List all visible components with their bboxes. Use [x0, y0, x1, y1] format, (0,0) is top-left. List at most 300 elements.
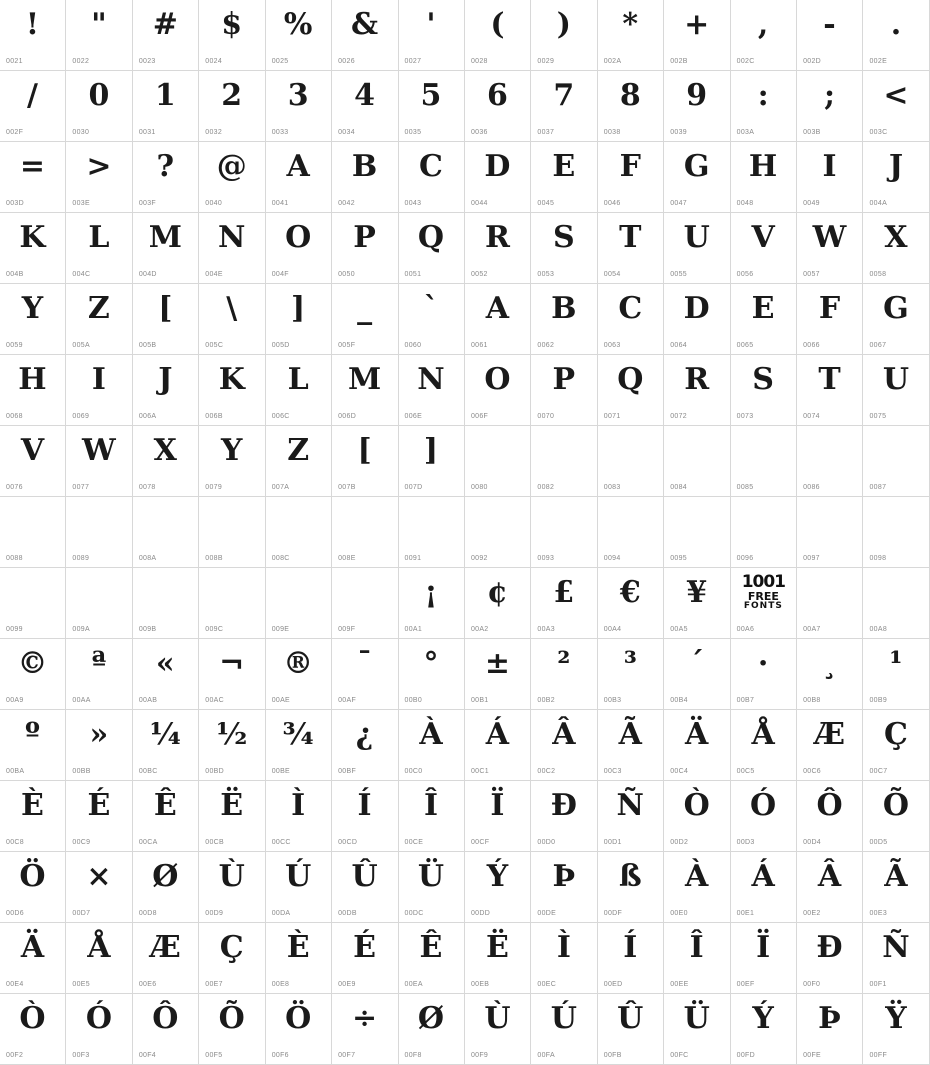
glyph-cell[interactable] [664, 284, 730, 355]
glyph-cell[interactable] [399, 994, 465, 1065]
glyph-cell[interactable] [863, 568, 929, 639]
glyph-codepoint: 0047 [670, 200, 687, 207]
glyph-cell[interactable] [66, 781, 132, 852]
glyph-preview: O [285, 220, 312, 255]
glyph-cell[interactable] [531, 213, 597, 284]
glyph-cell[interactable] [0, 568, 66, 639]
glyph-preview [199, 570, 264, 616]
glyph-preview: K [218, 362, 246, 397]
glyph-cell[interactable] [531, 639, 597, 710]
glyph-cell[interactable] [531, 71, 597, 142]
glyph-cell[interactable] [66, 284, 132, 355]
glyph-cell[interactable] [266, 994, 332, 1065]
glyph-codepoint: 00BE [271, 768, 291, 775]
glyph-cell[interactable] [399, 284, 465, 355]
glyph-cell[interactable] [66, 426, 132, 497]
glyph-cell[interactable] [0, 213, 66, 284]
glyph-cell[interactable] [731, 710, 797, 781]
glyph-cell[interactable] [266, 0, 332, 71]
glyph-cell[interactable] [266, 213, 332, 284]
glyph-preview: Ô [152, 1001, 179, 1036]
glyph-cell[interactable] [731, 781, 797, 852]
glyph-preview: / [26, 78, 39, 113]
glyph-cell[interactable] [731, 213, 797, 284]
glyph-cell[interactable] [664, 497, 730, 568]
glyph-preview: I [822, 149, 838, 184]
glyph-cell[interactable] [465, 568, 531, 639]
glyph-cell[interactable] [133, 852, 199, 923]
glyph-cell[interactable] [0, 781, 66, 852]
glyph-codepoint: 0080 [470, 484, 488, 491]
glyph-cell[interactable] [399, 568, 465, 639]
glyph-codepoint: 00FC [670, 1052, 689, 1059]
glyph-cell[interactable] [66, 0, 132, 71]
glyph-preview [664, 428, 729, 474]
glyph-cell[interactable] [199, 852, 265, 923]
glyph-preview [863, 570, 928, 616]
glyph-cell[interactable] [66, 213, 132, 284]
glyph-preview: 2 [221, 78, 243, 113]
glyph-cell[interactable] [465, 213, 531, 284]
glyph-cell[interactable] [133, 426, 199, 497]
glyph-cell[interactable] [332, 0, 398, 71]
glyph-preview: Ç [219, 930, 245, 965]
glyph-cell[interactable] [199, 710, 265, 781]
glyph-cell[interactable] [531, 284, 597, 355]
glyph-cell[interactable] [465, 355, 531, 426]
glyph-codepoint: 00B3 [603, 697, 622, 704]
glyph-cell[interactable] [531, 568, 597, 639]
glyph-preview: À [685, 859, 709, 894]
glyph-cell[interactable] [731, 923, 797, 994]
glyph-cell[interactable] [664, 213, 730, 284]
glyph-cell[interactable] [664, 710, 730, 781]
glyph-cell[interactable] [797, 852, 863, 923]
glyph-codepoint: 00B0 [404, 697, 423, 704]
glyph-cell[interactable] [465, 497, 531, 568]
glyph-codepoint: 006A [138, 413, 157, 420]
glyph-preview: Í [623, 930, 638, 965]
glyph-preview: · [757, 646, 769, 681]
glyph-codepoint: 005F [338, 342, 356, 349]
glyph-cell[interactable] [465, 994, 531, 1065]
logo-line-2: FREE [747, 590, 779, 603]
glyph-cell[interactable] [863, 852, 929, 923]
glyph-cell[interactable] [0, 284, 66, 355]
glyph-preview: > [86, 149, 112, 184]
glyph-codepoint: 004B [6, 271, 24, 278]
glyph-cell[interactable] [399, 355, 465, 426]
glyph-cell[interactable] [531, 994, 597, 1065]
glyph-cell[interactable] [797, 568, 863, 639]
glyph-preview [797, 570, 862, 616]
glyph-cell[interactable] [199, 497, 265, 568]
glyph-cell[interactable] [598, 639, 664, 710]
glyph-cell[interactable] [0, 710, 66, 781]
glyph-cell[interactable] [199, 142, 265, 213]
glyph-cell[interactable] [598, 284, 664, 355]
glyph-preview: 8 [619, 78, 642, 113]
glyph-codepoint: 00A2 [470, 626, 489, 633]
glyph-cell[interactable] [731, 284, 797, 355]
glyph-cell[interactable] [0, 923, 66, 994]
glyph-codepoint: 0078 [138, 484, 156, 491]
glyph-cell[interactable] [863, 923, 929, 994]
glyph-codepoint: 00A4 [603, 626, 622, 633]
glyph-cell[interactable] [133, 142, 199, 213]
glyph-preview: ³ [623, 646, 638, 681]
glyph-cell[interactable] [531, 781, 597, 852]
glyph-cell[interactable] [797, 781, 863, 852]
glyph-cell[interactable] [731, 639, 797, 710]
glyph-preview: L [88, 220, 110, 255]
glyph-codepoint: 004C [72, 271, 91, 278]
glyph-cell[interactable] [133, 71, 199, 142]
glyph-cell[interactable] [66, 923, 132, 994]
logo-line-3: FONTS [743, 601, 783, 611]
glyph-codepoint: 0093 [537, 555, 555, 562]
glyph-codepoint: 0076 [6, 484, 23, 491]
glyph-cell[interactable] [731, 994, 797, 1065]
glyph-cell[interactable] [399, 781, 465, 852]
glyph-preview [731, 428, 796, 474]
glyph-cell[interactable] [399, 142, 465, 213]
glyph-cell[interactable] [0, 497, 66, 568]
glyph-cell[interactable] [332, 142, 398, 213]
glyph-cell[interactable] [0, 426, 66, 497]
glyph-cell[interactable] [66, 639, 132, 710]
glyph-codepoint: 009C [205, 626, 224, 633]
glyph-cell[interactable] [531, 710, 597, 781]
glyph-cell[interactable] [598, 355, 664, 426]
glyph-cell[interactable] [266, 284, 332, 355]
glyph-cell[interactable] [598, 568, 664, 639]
glyph-cell[interactable] [266, 426, 332, 497]
glyph-cell[interactable] [863, 355, 929, 426]
glyph-cell[interactable] [66, 142, 132, 213]
glyph-preview: ÷ [352, 1001, 378, 1036]
glyph-cell[interactable] [133, 994, 199, 1065]
glyph-preview: € [619, 575, 642, 610]
glyph-preview: Z [87, 291, 111, 326]
glyph-codepoint: 0028 [470, 58, 488, 65]
glyph-codepoint: 00A6 [736, 626, 755, 633]
glyph-cell[interactable] [465, 710, 531, 781]
glyph-cell[interactable] [266, 781, 332, 852]
glyph-preview: £ [553, 575, 575, 610]
glyph-codepoint: 0066 [803, 342, 820, 349]
glyph-cell[interactable] [133, 639, 199, 710]
glyph-cell[interactable] [863, 284, 929, 355]
glyph-cell[interactable] [797, 639, 863, 710]
glyph-codepoint: 0021 [6, 58, 23, 65]
glyph-cell[interactable] [199, 355, 265, 426]
glyph-cell[interactable] [332, 497, 398, 568]
glyph-cell[interactable] [465, 142, 531, 213]
glyph-codepoint: 006F [470, 413, 489, 420]
glyph-cell[interactable] [863, 710, 929, 781]
glyph-cell[interactable] [66, 568, 132, 639]
glyph-cell[interactable] [465, 639, 531, 710]
glyph-cell[interactable] [531, 852, 597, 923]
glyph-cell[interactable] [266, 568, 332, 639]
glyph-cell[interactable] [266, 923, 332, 994]
glyph-cell[interactable] [731, 852, 797, 923]
glyph-cell[interactable] [399, 923, 465, 994]
glyph-cell[interactable] [797, 142, 863, 213]
glyph-cell[interactable] [731, 71, 797, 142]
glyph-preview: ¡ [424, 575, 439, 610]
glyph-cell[interactable] [133, 923, 199, 994]
glyph-cell[interactable] [332, 426, 398, 497]
glyph-cell[interactable] [863, 142, 929, 213]
glyph-cell[interactable] [199, 71, 265, 142]
glyph-codepoint: 00FF [869, 1052, 888, 1059]
glyph-preview: 0 [88, 78, 110, 113]
glyph-cell[interactable] [199, 568, 265, 639]
glyph-cell[interactable] [199, 426, 265, 497]
glyph-cell[interactable] [731, 497, 797, 568]
glyph-cell[interactable] [664, 71, 730, 142]
glyph-cell[interactable] [531, 497, 597, 568]
glyph-cell[interactable] [797, 426, 863, 497]
glyph-cell[interactable] [66, 710, 132, 781]
glyph-cell[interactable] [731, 0, 797, 71]
glyph-cell[interactable] [797, 0, 863, 71]
glyph-cell[interactable] [797, 994, 863, 1065]
glyph-preview: 3 [287, 78, 310, 113]
glyph-cell[interactable] [133, 284, 199, 355]
glyph-preview: Û [351, 859, 379, 894]
glyph-codepoint: 0065 [736, 342, 754, 349]
glyph-cell[interactable] [664, 781, 730, 852]
glyph-cell[interactable] [199, 213, 265, 284]
glyph-preview: À [419, 717, 444, 752]
glyph-cell[interactable] [664, 568, 730, 639]
glyph-cell[interactable] [531, 0, 597, 71]
glyph-cell[interactable] [0, 639, 66, 710]
glyph-preview: 5 [420, 78, 442, 113]
glyph-cell[interactable] [399, 213, 465, 284]
glyph-preview: R [684, 362, 710, 397]
glyph-codepoint: 0086 [803, 484, 820, 491]
glyph-cell[interactable] [465, 923, 531, 994]
glyph-cell[interactable] [664, 852, 730, 923]
glyph-cell[interactable] [332, 568, 398, 639]
glyph-cell[interactable] [332, 852, 398, 923]
glyph-cell[interactable] [531, 426, 597, 497]
glyph-cell[interactable] [797, 923, 863, 994]
glyph-cell[interactable] [863, 781, 929, 852]
glyph-cell[interactable] [399, 426, 465, 497]
glyph-codepoint: 006E [404, 413, 423, 420]
glyph-cell[interactable] [797, 497, 863, 568]
glyph-cell[interactable] [266, 852, 332, 923]
glyph-cell[interactable] [66, 994, 132, 1065]
glyph-cell[interactable] [863, 71, 929, 142]
glyph-cell[interactable] [531, 355, 597, 426]
glyph-cell[interactable] [66, 71, 132, 142]
glyph-cell[interactable] [332, 213, 398, 284]
glyph-codepoint: 00D1 [603, 839, 622, 846]
glyph-preview: _ [357, 291, 373, 326]
glyph-cell[interactable] [731, 142, 797, 213]
glyph-codepoint: 0059 [6, 342, 23, 349]
glyph-cell[interactable] [664, 142, 730, 213]
glyph-cell[interactable] [598, 710, 664, 781]
glyph-codepoint: 005A [72, 342, 90, 349]
glyph-cell[interactable] [797, 71, 863, 142]
glyph-codepoint: 00D2 [670, 839, 689, 846]
glyph-cell[interactable] [0, 142, 66, 213]
glyph-cell[interactable] [0, 355, 66, 426]
glyph-cell[interactable] [465, 781, 531, 852]
glyph-cell[interactable] [863, 213, 929, 284]
glyph-cell[interactable] [598, 497, 664, 568]
glyph-cell[interactable] [133, 710, 199, 781]
glyph-cell[interactable] [664, 639, 730, 710]
glyph-cell[interactable] [863, 497, 929, 568]
glyph-cell[interactable] [66, 497, 132, 568]
glyph-codepoint: 0087 [869, 484, 887, 491]
glyph-cell[interactable] [598, 426, 664, 497]
glyph-cell[interactable] [133, 0, 199, 71]
glyph-codepoint: 00D3 [736, 839, 755, 846]
glyph-cell[interactable] [266, 710, 332, 781]
glyph-codepoint: 00C1 [470, 768, 489, 775]
glyph-cell[interactable] [797, 284, 863, 355]
glyph-cell[interactable] [133, 355, 199, 426]
glyph-cell[interactable] [0, 994, 66, 1065]
glyph-cell[interactable] [664, 355, 730, 426]
glyph-codepoint: 004A [869, 200, 888, 207]
glyph-codepoint: 00CE [404, 839, 424, 846]
glyph-cell[interactable] [598, 213, 664, 284]
glyph-codepoint: 003B [803, 129, 821, 136]
glyph-codepoint: 00F7 [338, 1052, 356, 1059]
glyph-codepoint: 002F [6, 129, 24, 136]
glyph-cell[interactable] [664, 994, 730, 1065]
glyph-preview: Å [751, 717, 776, 752]
glyph-cell[interactable] [199, 923, 265, 994]
glyph-cell[interactable] [199, 0, 265, 71]
glyph-preview: Ú [550, 1001, 578, 1036]
glyph-preview: Ã [618, 717, 643, 752]
glyph-cell[interactable] [863, 994, 929, 1065]
glyph-cell[interactable] [598, 994, 664, 1065]
glyph-cell[interactable] [332, 284, 398, 355]
glyph-codepoint: 00CD [338, 839, 358, 846]
glyph-cell[interactable] [399, 0, 465, 71]
glyph-cell[interactable] [863, 426, 929, 497]
glyph-cell[interactable] [399, 497, 465, 568]
glyph-cell[interactable] [731, 568, 797, 639]
glyph-cell[interactable] [399, 71, 465, 142]
glyph-cell[interactable] [797, 213, 863, 284]
glyph-cell[interactable] [598, 142, 664, 213]
glyph-preview: º [24, 717, 41, 752]
glyph-cell[interactable] [332, 639, 398, 710]
glyph-cell[interactable] [199, 639, 265, 710]
glyph-cell[interactable] [332, 710, 398, 781]
glyph-cell[interactable] [731, 355, 797, 426]
glyph-codepoint: 00DA [271, 910, 291, 917]
glyph-cell[interactable] [332, 355, 398, 426]
glyph-cell[interactable] [266, 355, 332, 426]
glyph-codepoint: 00C2 [537, 768, 556, 775]
glyph-cell[interactable] [266, 639, 332, 710]
glyph-cell[interactable] [598, 0, 664, 71]
glyph-cell[interactable] [199, 284, 265, 355]
glyph-cell[interactable] [465, 426, 531, 497]
glyph-cell[interactable] [0, 0, 66, 71]
glyph-cell[interactable] [465, 852, 531, 923]
glyph-cell[interactable] [0, 852, 66, 923]
glyph-cell[interactable] [465, 284, 531, 355]
glyph-cell[interactable] [797, 710, 863, 781]
glyph-cell[interactable] [332, 781, 398, 852]
glyph-cell[interactable] [266, 142, 332, 213]
glyph-cell[interactable] [332, 71, 398, 142]
glyph-cell[interactable] [133, 497, 199, 568]
glyph-preview: È [21, 788, 45, 823]
glyph-cell[interactable] [863, 0, 929, 71]
glyph-codepoint: 0099 [6, 626, 23, 633]
glyph-cell[interactable] [664, 0, 730, 71]
glyph-codepoint: 006C [271, 413, 290, 420]
glyph-cell[interactable] [664, 426, 730, 497]
glyph-cell[interactable] [332, 994, 398, 1065]
glyph-cell[interactable] [66, 355, 132, 426]
glyph-cell[interactable] [598, 781, 664, 852]
glyph-cell[interactable] [266, 71, 332, 142]
glyph-cell[interactable] [598, 923, 664, 994]
glyph-cell[interactable] [598, 71, 664, 142]
glyph-cell[interactable] [399, 852, 465, 923]
glyph-cell[interactable] [465, 0, 531, 71]
glyph-codepoint: 0025 [271, 58, 289, 65]
glyph-preview: Ï [756, 930, 771, 965]
glyph-cell[interactable] [531, 923, 597, 994]
glyph-cell[interactable] [266, 497, 332, 568]
glyph-cell[interactable] [399, 710, 465, 781]
glyph-cell[interactable] [0, 71, 66, 142]
glyph-cell[interactable] [199, 994, 265, 1065]
glyph-preview: T [619, 220, 642, 255]
glyph-cell[interactable] [133, 568, 199, 639]
glyph-cell[interactable] [133, 781, 199, 852]
site-logo [731, 574, 796, 611]
glyph-cell[interactable] [664, 923, 730, 994]
glyph-codepoint: 0039 [670, 129, 687, 136]
glyph-cell[interactable] [465, 71, 531, 142]
glyph-preview: Ô [816, 788, 844, 823]
glyph-cell[interactable] [531, 142, 597, 213]
glyph-cell[interactable] [133, 213, 199, 284]
glyph-cell[interactable] [399, 639, 465, 710]
glyph-cell[interactable] [66, 852, 132, 923]
glyph-codepoint: 0056 [736, 271, 754, 278]
glyph-cell[interactable] [731, 426, 797, 497]
glyph-cell[interactable] [332, 923, 398, 994]
glyph-cell[interactable] [863, 639, 929, 710]
glyph-preview: Y [221, 433, 243, 468]
glyph-cell[interactable] [199, 781, 265, 852]
glyph-cell[interactable] [598, 852, 664, 923]
glyph-preview: Ø [417, 1001, 445, 1036]
glyph-preview: ¿ [355, 717, 374, 752]
glyph-cell[interactable] [797, 355, 863, 426]
